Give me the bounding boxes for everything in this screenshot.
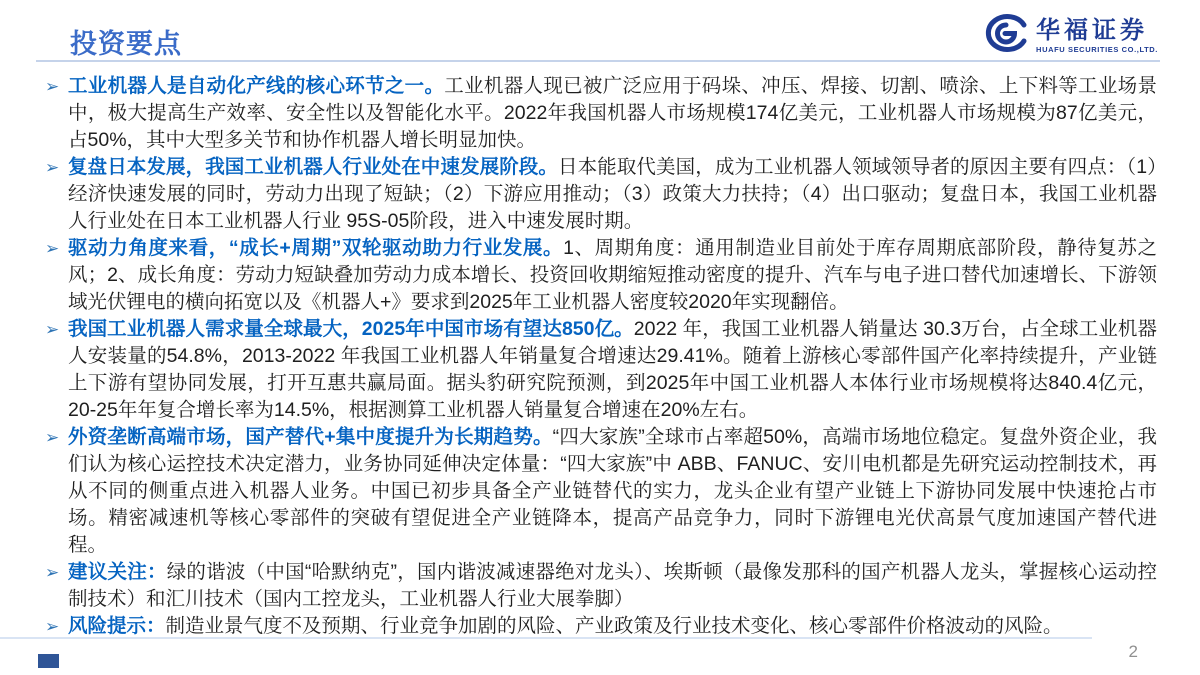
arrow-bullet-icon: ➢ [45,563,60,582]
arrow-bullet-icon: ➢ [45,77,60,96]
header-divider [36,60,1160,62]
bullet-recommendations [0,559,1200,613]
footer-divider [0,637,1092,639]
bullet-body: 日本能取代美国，成为工业机器人领域领导者的原因主要有四点：（1）经济快速发展的同时，劳动力出现了短缺；（2）下游应用推动；（3）政策大力扶持；（4）出口驱动；复盘日本，我国工业机器人行业处在日本工业机器人行业 95S-05阶段，进入中速发展时期。 [68,156,1157,232]
arrow-bullet-icon: ➢ [45,428,60,447]
arrow-bullet-icon: ➢ [45,320,60,339]
logo-name-en: HUAFU SECURITIES CO.,LTD. [1036,44,1158,54]
bullet-china-demand [0,316,1200,424]
arrow-bullet-icon: ➢ [45,617,60,636]
arrow-bullet-icon: ➢ [45,239,60,258]
bullet-body: 2022 年，我国工业机器人销量达 30.3万台，占全球工业机器人安装量的54.8%，2013-2022 年我国工业机器人年销量复合增速达29.41%。随着上游核心零部件国产化率持续提升，产业链上下游有望协同发展，打开互惠共赢局面。据头豹研究院预测，到2025年中国工业机器人本体行业市场规模将达840.4亿元，20-25年年复合增长率为14.5%，根据测算工业机器人销量复合增速在20%左右。 [68,318,1157,421]
bullet-lead: 我国工业机器人需求量全球最大，2025年中国市场有望达850亿。 [68,318,634,340]
bullet-japan-review [0,154,1200,235]
bullet-lead: 建议关注： [68,561,167,583]
page-number: 2 [1128,642,1138,661]
bullet-lead: 外资垄断高端市场，国产替代+集中度提升为长期趋势。 [68,426,553,448]
bullet-foreign-monopoly [0,424,1200,559]
company-logo [982,12,1158,59]
arrow-bullet-icon: ➢ [45,158,60,177]
bullet-industrial-robot-core [0,73,1200,154]
bullet-lead: 风险提示： [68,615,166,637]
bullet-risk-warning [0,613,1200,640]
bullet-body: 绿的谐波（中国“哈默纳克”，国内谐波减速器绝对龙头）、埃斯顿（最像发那科的国产机器人龙头，掌握核心运动控制技术）和汇川技术（国内工控龙头，工业机器人行业大展拳脚） [68,561,1157,610]
page-title: 投资要点 [70,29,182,59]
bullet-body: 工业机器人现已被广泛应用于码垛、冲压、焊接、切割、喷涂、上下料等工业场景中，极大提高生产效率、安全性以及智能化水平。2022年我国机器人市场规模174亿美元，工业机器人市场规模为87亿美元，占50%，其中大型多关节和协作机器人增长明显加快。 [68,75,1157,151]
bullet-lead: 驱动力角度来看，“成长+周期”双轮驱动助力行业发展。 [68,237,564,259]
bullet-growth-cycle-drivers [0,235,1200,316]
investment-highlights-list [0,73,1200,640]
bullet-body: “四大家族”全球市占率超50%，高端市场地位稳定。复盘外资企业，我们认为核心运控技术决定潜力，业务协同延伸决定体量：“四大家族”中 ABB、FANUC、安川电机都是先研究运动控制技术，再从不同的侧重点进入机器人业务。中国已初步具备全产业链替代的实力，龙头企业有望产业链上下游协同发展中快速抢占市场。精密减速机等核心零部件的突破有望促进全产业链降本，提高产品竞争力，同时下游锂电光伏高景气度加速国产替代进程。 [68,426,1157,556]
huafu-swirl-icon [982,12,1030,59]
logo-name-cn: 华福证券 [1036,17,1149,44]
bullet-body: 1、周期角度：通用制造业目前处于库存周期底部阶段，静待复苏之风；2、成长角度：劳动力短缺叠加劳动力成本增长、投资回收期缩短推动密度的提升、汽车与电子进口替代加速增长、下游领域光伏锂电的横向拓宽以及《机器人+》要求到2025年工业机器人密度较2020年实现翻倍。 [68,237,1157,313]
bullet-body: 制造业景气度不及预期、行业竞争加剧的风险、产业政策及行业技术变化、核心零部件价格波动的风险。 [165,615,1063,637]
logo-text [1036,18,1158,54]
footer-accent-square [38,654,59,668]
bullet-lead: 工业机器人是自动化产线的核心环节之一。 [68,75,445,97]
bullet-lead: 复盘日本发展，我国工业机器人行业处在中速发展阶段。 [68,156,559,178]
